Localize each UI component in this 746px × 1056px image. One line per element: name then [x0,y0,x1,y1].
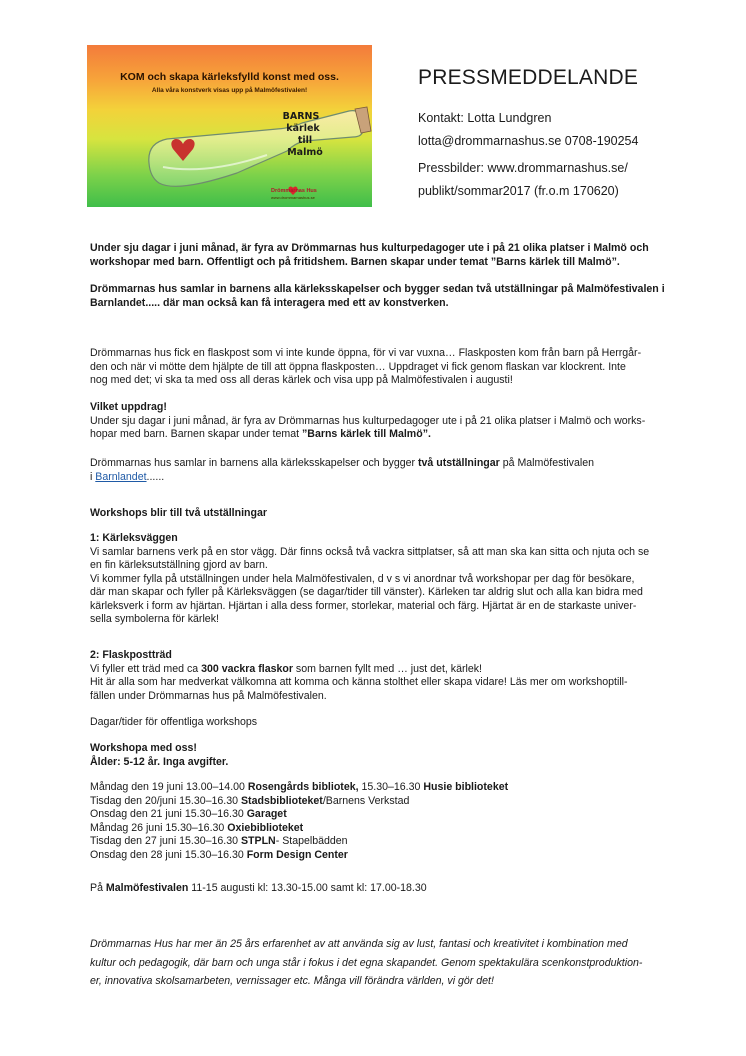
workshops-heading: Workshops blir till två utställningar [90,507,267,519]
poster-slogan-line-3: till [297,135,313,146]
s1-line: Vi samlar barnens verk på en stor vägg. Där finns också två vackra sittplatser, så att man ska kan sitta och njuta och se [90,545,650,558]
s1-line: sella symbolerna för kärlek! [90,613,219,625]
age-line: Ålder: 5-12 år. Inga avgifter. [90,755,229,768]
s1-line: kärleksverk i form av hjärtan. Hjärtan i alla dess former, storlekar, material och färg. Hjärtat är en de starkaste univer- [90,599,637,612]
schedule-row: Måndag den 19 juni 13.00–14.00 Rosengårds bibliotek, 15.30–16.30 Husie biblioteket [90,781,509,793]
about-line-2: kultur och pedagogik, där barn och unga står i fokus i det egna skapandet. Genom spektakulära scenkonstproduktion- [90,956,643,969]
about-line-3: er, innovativa skolsamarbeten, vernissager etc. Många vill förändra världen, vi gör det! [90,975,494,987]
join-section [90,742,670,769]
page-title: PRESSMEDDELANDE [418,66,639,89]
s2-heading: 2: Flaskpostträd [90,649,172,661]
poster-slogan-line-4: Malmö [287,147,323,158]
s2-line: Hit är alla som har medverkat välkomna att komma och känna stolthet eller skapa vidare! Läs mer om workshoptill- [90,676,628,688]
lead-paragraph-2 [90,283,670,310]
press-images-line-1: Pressbilder: www.drommarnashus.se/ [418,161,628,175]
intro-line-2: den och när vi mötte dem hjälpte de till att öppna flaskposten… Uppdraget vi fick genom flaskan var klockrent. Inte [90,360,626,373]
intro-line-3: nog med det; vi ska ta med oss all deras kärlek och visa upp på Malmöfestivalen i augusti! [90,374,513,386]
section-flaskposttrad [90,649,670,703]
poster-slogan-line-1: BARNS [282,111,320,122]
join-heading: Workshopa med oss! [90,742,197,754]
contact-line: Kontakt: Lotta Lundgren [418,111,552,125]
campaign-poster-image [87,45,372,207]
s1-line: en fin kärleksutställning gjord av barn. [90,559,268,571]
lead-2-line-1: Drömmarnas hus samlar in barnens alla kärleksskapelser och bygger sedan två utställningar på Malmöfestivalen i [90,283,665,295]
poster-brand: Drömmarnas Hus [271,188,317,194]
assignment-line-1: Under sju dagar i juni månad, är fyra av Drömmarnas hus kulturpedagoger ute i på 21 olika platser i Malmö och works- [90,414,646,427]
intro-paragraph [90,347,670,388]
intro-line-1: Drömmarnas hus fick en flaskpost som vi inte kunde öppna, för vi var vuxna… Flaskposten kom från barn på Herrgår- [90,347,642,359]
s2-line-1: Vi fyller ett träd med ca 300 vackra flaskor som barnen fyllt med … just det, kärlek! [90,662,482,675]
schedule-row: Tisdag den 20/juni 15.30–16.30 Stadsbiblioteket/Barnens Verkstad [90,794,410,807]
schedule-list [90,781,670,862]
assignment-line-2: hopar med barn. Barnen skapar under temat ”Barns kärlek till Malmö”. [90,428,431,440]
lead-paragraph-1 [90,242,670,269]
assignment-heading: Vilket uppdrag! [90,401,167,413]
s1-line: där man skapar och fyller på Kärleksväggen (se dagar/tider till vänster). Kärleken tar aldrig slut och alla kan bidra med [90,586,643,598]
s1-heading: 1: Kärleksväggen [90,532,178,544]
section-karleksvaggen [90,532,670,627]
poster-brand-url: www.drommarnashus.se [271,195,315,200]
lead-1-line-2: workshopar med barn. Offentligt och på fritidshem. Barnen skapar under temat ”Barns kärlek till Malmö”. [90,255,620,268]
poster-headline: KOM och skapa kärleksfylld konst med oss. [120,71,339,83]
schedule-row: Tisdag den 27 juni 15.30–16.30 STPLN- Stapelbädden [90,835,348,847]
press-images-line-2: publikt/sommar2017 (fr.o.m 170620) [418,184,619,198]
festival-line: På Malmöfestivalen 11-15 augusti kl: 13.30-15.00 samt kl: 17.00-18.30 [90,882,427,894]
about-line-1: Drömmarnas Hus har mer än 25 års erfarenhet av att använda sig av lust, fantasi och kreativitet i kombination med [90,938,628,950]
times-heading: Dagar/tider för offentliga workshops [90,716,258,728]
collect-paragraph: Drömmarnas hus samlar in barnens alla kärleksskapelser och bygger två utställningar på Malmöfestivalen i Barnlandet...... [90,457,595,483]
poster-subline: Alla våra konstverk visas upp på Malmöfestivalen! [151,87,308,94]
barnlandet-link[interactable]: Barnlandet [95,470,147,483]
schedule-row: Måndag 26 juni 15.30–16.30 Oxiebiblioteket [90,821,304,834]
schedule-row: Onsdag den 28 juni 15.30–16.30 Form Design Center [90,848,348,861]
schedule-row: Onsdag den 21 juni 15.30–16.30 Garaget [90,808,287,820]
s2-line: fällen under Drömmarnas hus på Malmöfestivalen. [90,689,327,702]
about-paragraph [90,935,670,991]
lead-2-line-2: Barnlandet..... där man också kan få interagera med ett av konstverken. [90,296,449,309]
lead-1-line-1: Under sju dagar i juni månad, är fyra av Drömmarnas hus kulturpedagoger ute i på 21 olika platser i Malmö och [90,242,649,254]
s1-line: Vi kommer fylla på utställningen under hela Malmöfestivalen, d v s vi anordnar två workshopar per dag för besökare, [90,572,635,585]
email-phone-line: lotta@drommarnashus.se 0708-190254 [418,134,639,148]
assignment-section [90,401,670,442]
poster-slogan-line-2: kärlek [286,123,320,134]
